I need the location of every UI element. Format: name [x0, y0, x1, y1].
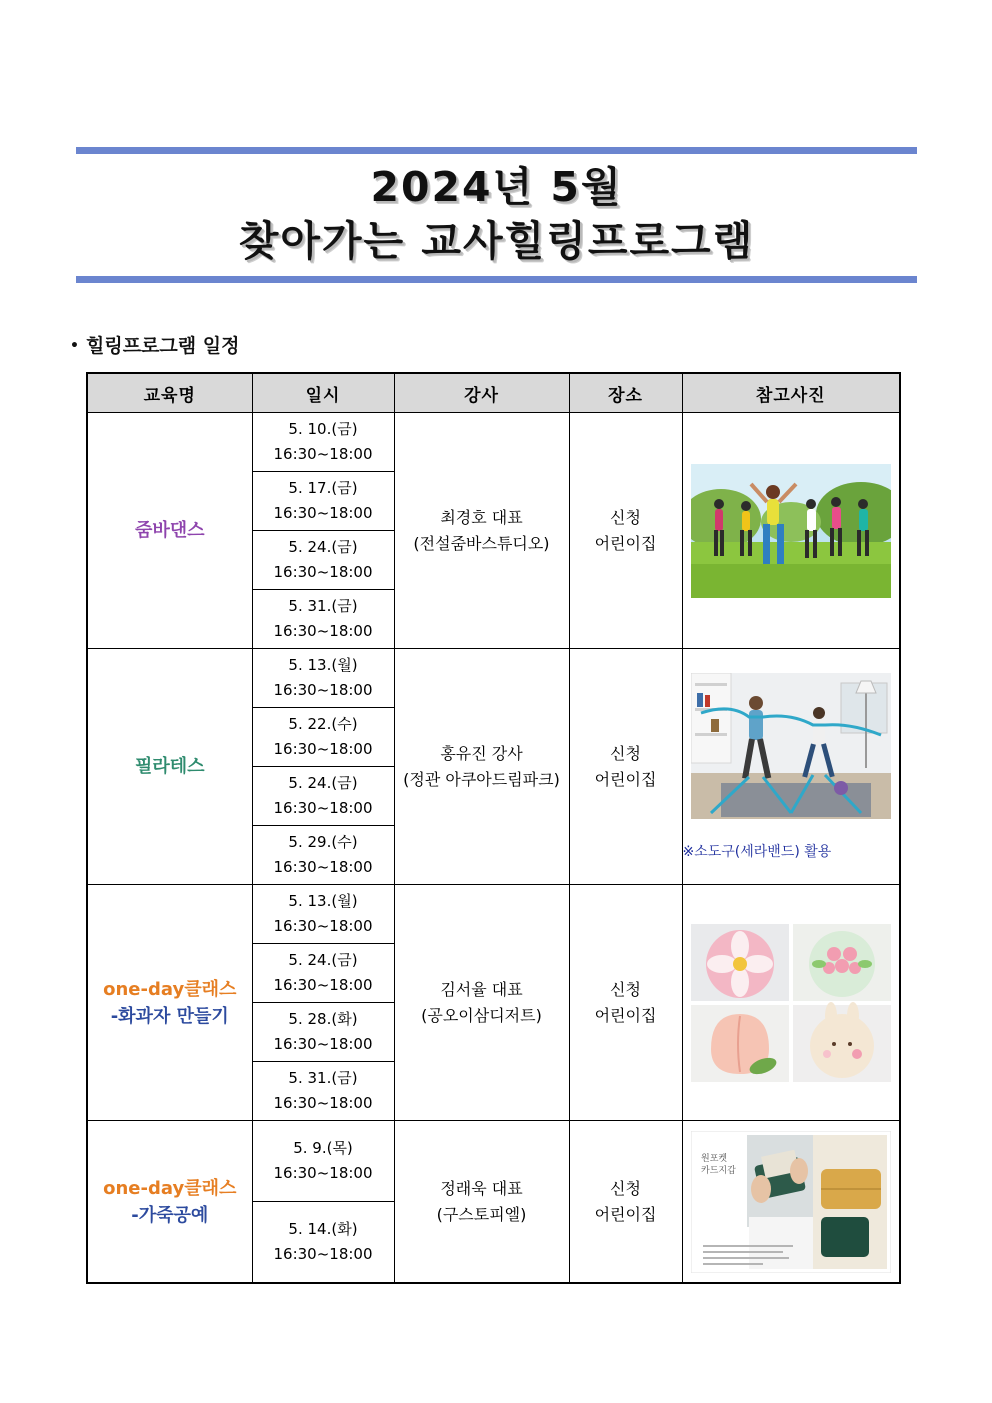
title-line-2: 찾아가는 교사힐링프로그램 [238, 217, 755, 265]
place-cell [569, 413, 682, 649]
session-time: 16:30~18:00 [273, 799, 373, 817]
wagashi-photo [691, 924, 891, 1082]
place-line: 신청 [610, 1178, 641, 1198]
session-time: 16:30~18:00 [273, 858, 373, 876]
title-top-rule [76, 147, 917, 154]
bullet-icon: • [70, 338, 79, 354]
place-cell [569, 649, 682, 885]
document-title [76, 160, 917, 268]
session-date: 5. 22.(수) [288, 715, 358, 733]
session-date: 5. 9.(목) [293, 1139, 353, 1157]
place-line: 어린이집 [594, 533, 657, 553]
session-cell [252, 1062, 394, 1121]
header-program: 교육명 [87, 373, 252, 413]
session-date: 5. 24.(금) [288, 951, 358, 969]
instructor-org: (공오이삼디저트) [421, 1005, 542, 1025]
session-time: 16:30~18:00 [273, 1035, 373, 1053]
session-cell [252, 1202, 394, 1284]
session-cell [252, 1121, 394, 1202]
session-date: 5. 31.(금) [288, 1069, 358, 1087]
leather-photo-cell [682, 1121, 900, 1284]
program-name-pilates [87, 649, 252, 885]
session-time: 16:30~18:00 [273, 563, 373, 581]
program-name-line: one-day클래스 [103, 1177, 237, 1199]
title-bottom-rule [76, 276, 917, 283]
program-name-line: 필라테스 [134, 756, 205, 777]
leather-photo [691, 1131, 891, 1273]
place-cell [569, 885, 682, 1121]
session-date: 5. 29.(수) [288, 833, 358, 851]
place-line: 신청 [610, 743, 641, 763]
session-cell [252, 590, 394, 649]
session-cell [252, 885, 394, 944]
table-row [87, 649, 900, 708]
instructor-cell [394, 649, 569, 885]
place-line: 신청 [610, 979, 641, 999]
zumba-photo [691, 464, 891, 598]
leather-photo-text: 원포켓 [700, 1153, 727, 1164]
place-line: 신청 [610, 507, 641, 527]
session-cell [252, 413, 394, 472]
title-line-1: 2024년 5월 [370, 163, 623, 211]
wagashi-photo-cell [682, 885, 900, 1121]
session-date: 5. 10.(금) [288, 420, 358, 438]
pilates-photo-cell [682, 649, 900, 885]
program-name-line: -가죽공예 [131, 1204, 209, 1226]
program-name-leather [87, 1121, 252, 1284]
instructor-name: 홍유진 강사 [440, 743, 523, 763]
program-name-line: 줌바댄스 [134, 520, 205, 541]
place-line: 어린이집 [594, 1204, 657, 1224]
instructor-cell [394, 885, 569, 1121]
leather-photo-text: 카드지갑 [700, 1165, 736, 1176]
place-line: 어린이집 [594, 769, 657, 789]
session-cell [252, 708, 394, 767]
session-time: 16:30~18:00 [273, 445, 373, 463]
session-date: 5. 24.(금) [288, 538, 358, 556]
session-time: 16:30~18:00 [273, 976, 373, 994]
table-header-row [87, 373, 900, 413]
pilates-photo [691, 673, 891, 819]
session-time: 16:30~18:00 [273, 681, 373, 699]
place-line: 어린이집 [594, 1005, 657, 1025]
session-date: 5. 13.(월) [288, 656, 358, 674]
session-time: 16:30~18:00 [273, 917, 373, 935]
header-instructor: 강사 [394, 373, 569, 413]
session-time: 16:30~18:00 [273, 622, 373, 640]
instructor-name: 김서율 대표 [440, 979, 523, 999]
session-time: 16:30~18:00 [273, 1164, 373, 1182]
place-cell [569, 1121, 682, 1284]
table-row [87, 885, 900, 944]
program-name-line: -화과자 만들기 [110, 1005, 229, 1027]
instructor-name: 최경호 대표 [440, 507, 523, 527]
session-cell [252, 944, 394, 1003]
session-cell [252, 767, 394, 826]
instructor-org: (전설줌바스튜디오) [413, 533, 550, 553]
table-row [87, 413, 900, 472]
zumba-photo-cell [682, 413, 900, 649]
instructor-org: (구스토피엘) [436, 1204, 527, 1224]
table-row [87, 1121, 900, 1202]
session-time: 16:30~18:00 [273, 504, 373, 522]
session-time: 16:30~18:00 [273, 740, 373, 758]
session-date: 5. 28.(화) [288, 1010, 358, 1028]
program-name-wagashi [87, 885, 252, 1121]
header-photo: 참고사진 [682, 373, 900, 413]
program-name-line: one-day클래스 [103, 978, 237, 1000]
session-cell [252, 531, 394, 590]
program-name-zumba [87, 413, 252, 649]
session-cell [252, 1003, 394, 1062]
instructor-org: (정관 아쿠아드림파크) [403, 769, 560, 789]
section-heading-text: 힐링프로그램 일정 [86, 335, 240, 357]
session-date: 5. 17.(금) [288, 479, 358, 497]
instructor-name: 정래욱 대표 [440, 1178, 523, 1198]
session-time: 16:30~18:00 [273, 1094, 373, 1112]
session-date: 5. 24.(금) [288, 774, 358, 792]
session-cell [252, 472, 394, 531]
photo-note: ※소도구(세라밴드) 활용 [682, 843, 832, 860]
header-datetime: 일시 [252, 373, 394, 413]
session-time: 16:30~18:00 [273, 1245, 373, 1263]
session-date: 5. 13.(월) [288, 892, 358, 910]
session-date: 5. 14.(화) [288, 1220, 358, 1238]
session-date: 5. 31.(금) [288, 597, 358, 615]
instructor-cell [394, 1121, 569, 1284]
session-cell [252, 826, 394, 885]
instructor-cell [394, 413, 569, 649]
session-cell [252, 649, 394, 708]
section-heading [70, 331, 239, 358]
header-place: 장소 [569, 373, 682, 413]
schedule-table [86, 372, 901, 1284]
